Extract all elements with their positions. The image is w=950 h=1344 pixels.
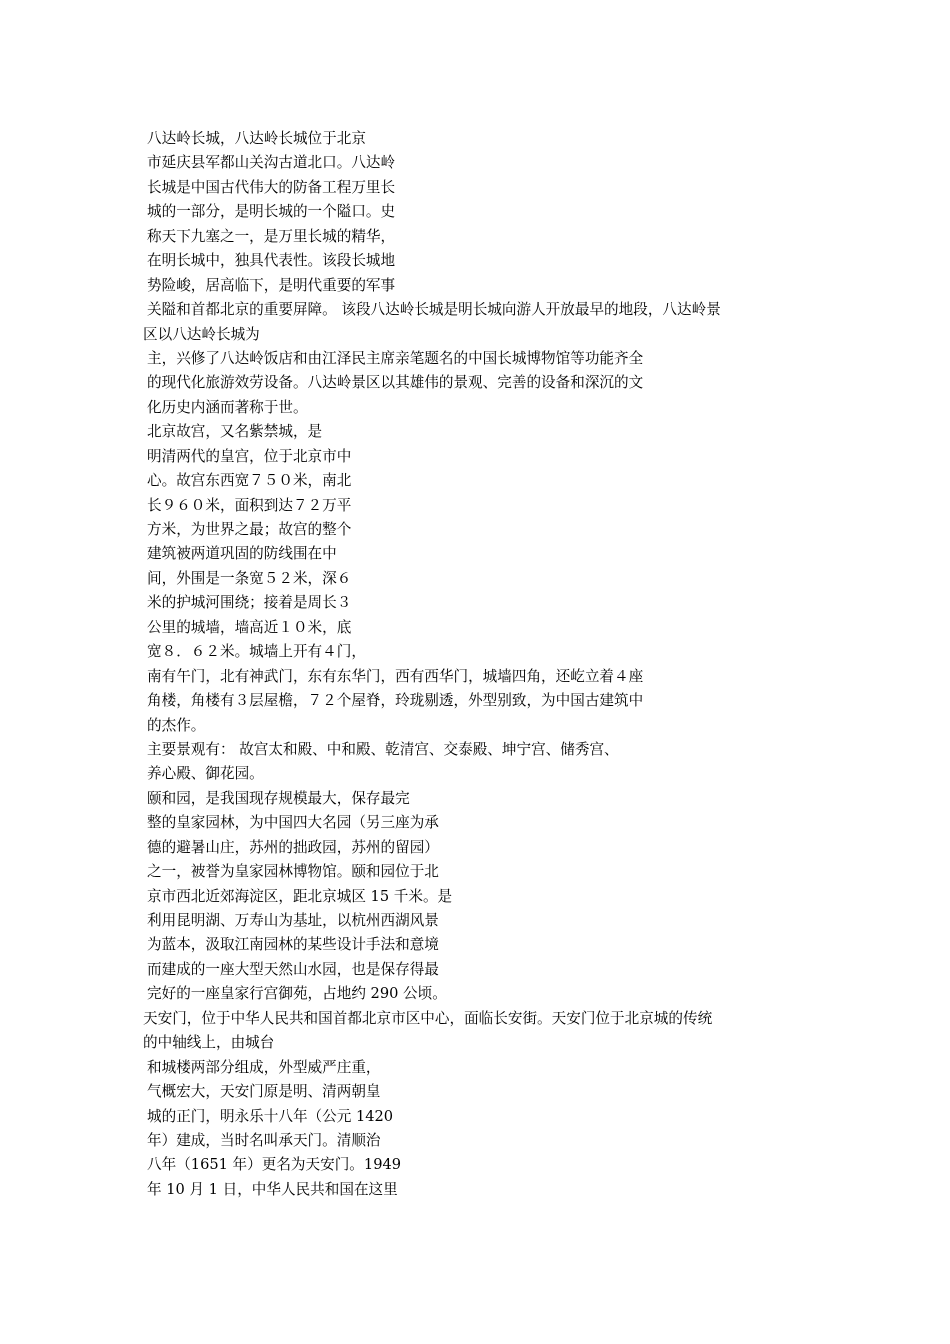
text-line: 明清两代的皇宫，位于北京市中 <box>147 447 352 465</box>
text-line: 的杰作。 <box>147 716 206 734</box>
text-line: 城的正门，明永乐十八年（公元 1420 <box>147 1107 394 1125</box>
text-line: 间，外围是一条宽５２米，深６ <box>147 569 352 587</box>
text-line: 利用昆明湖、万寿山为基址，以杭州西湖风景 <box>147 912 439 929</box>
text-line: 的中轴线上，由城台 <box>143 1034 275 1052</box>
text-line: 京市西北近郊海淀区，距北京城区 15 千米。是 <box>147 887 453 905</box>
document-body-text <box>143 127 823 1202</box>
text-line: 主，兴修了八达岭饭店和由江泽民主席亲笔题名的中国长城博物馆等功能齐全 <box>147 349 644 367</box>
text-line: 称天下九塞之一，是万里长城的精华， <box>147 227 396 245</box>
text-line: 而建成的一座大型天然山水园，也是保存得最 <box>147 960 439 978</box>
text-line: 气概宏大，天安门原是明、清两朝皇 <box>147 1083 381 1101</box>
text-line: 主要景观有： 故宫太和殿、中和殿、乾清宫、交泰殿、坤宁宫、储秀宫、 <box>147 740 619 758</box>
text-line: 市延庆县军都山关沟古道北口。八达岭 <box>147 154 396 172</box>
text-line: 方米，为世界之最；故宫的整个 <box>147 521 352 538</box>
text-line: 化历史内涵而著称于世。 <box>147 398 308 416</box>
text-line: 八年（1651 年）更名为天安门。1949 <box>147 1156 402 1174</box>
text-line: 宽８．６２米。城墙上开有４门， <box>147 643 366 661</box>
text-line: 年）建成，当时名叫承天门。清顺治 <box>147 1131 381 1149</box>
text-line: 和城楼两部分组成，外型威严庄重， <box>147 1058 381 1076</box>
text-line: 养心殿、御花园。 <box>147 765 264 783</box>
text-line: 整的皇家园林，为中国四大名园（另三座为承 <box>147 814 439 832</box>
text-line: 德的避暑山庄，苏州的拙政园，苏州的留园） <box>147 838 439 856</box>
text-line: 北京故宫，又名紫禁城，是 <box>147 423 323 441</box>
text-line: 区以八达岭长城为 <box>143 325 260 343</box>
text-line: 八达岭长城，八达岭长城位于北京 <box>147 130 366 147</box>
text-line: 公里的城墙，墙高近１０米，底 <box>147 618 352 636</box>
text-line: 颐和园，是我国现存规模最大，保存最完 <box>147 789 410 807</box>
text-line: 南有午门，北有神武门，东有东华门，西有西华门，城墙四角，还屹立着４座 <box>147 667 644 685</box>
text-line: 建筑被两道巩固的防线围在中 <box>147 545 337 563</box>
text-line: 长城是中国古代伟大的防备工程万里长 <box>147 178 396 196</box>
text-line: 为蓝本，汲取江南园林的某些设计手法和意境 <box>147 936 439 954</box>
text-line: 天安门，位于中华人民共和国首都北京市区中心，面临长安街。天安门位于北京城的传统 <box>143 1009 713 1027</box>
text-line: 米的护城河围绕；接着是周长３ <box>147 594 352 612</box>
text-line: 关隘和首都北京的重要屏障。 该段八达岭长城是明长城向游人开放最早的地段，八达岭景 <box>147 301 721 319</box>
text-line: 城的一部分，是明长城的一个隘口。史 <box>147 203 396 221</box>
text-line: 的现代化旅游效劳设备。八达岭景区以其雄伟的景观、完善的设备和深沉的文 <box>147 374 644 392</box>
text-line: 在明长城中，独具代表性。该段长城地 <box>147 252 396 270</box>
text-line: 势险峻，居高临下，是明代重要的军事 <box>147 276 396 294</box>
text-line: 心。故宫东西宽７５０米，南北 <box>147 472 352 490</box>
text-line: 年 10 月 1 日，中华人民共和国在这里 <box>147 1180 398 1198</box>
text-line: 之一，被誉为皇家园林博物馆。颐和园位于北 <box>147 863 439 881</box>
text-line: 角楼，角楼有３层屋檐，７２个屋脊，玲珑剔透，外型别致，为中国古建筑中 <box>147 692 644 710</box>
text-line: 完好的一座皇家行宫御苑，占地约 290 公顷。 <box>147 985 447 1003</box>
text-line: 长９６０米，面积到达７２万平 <box>147 496 352 514</box>
